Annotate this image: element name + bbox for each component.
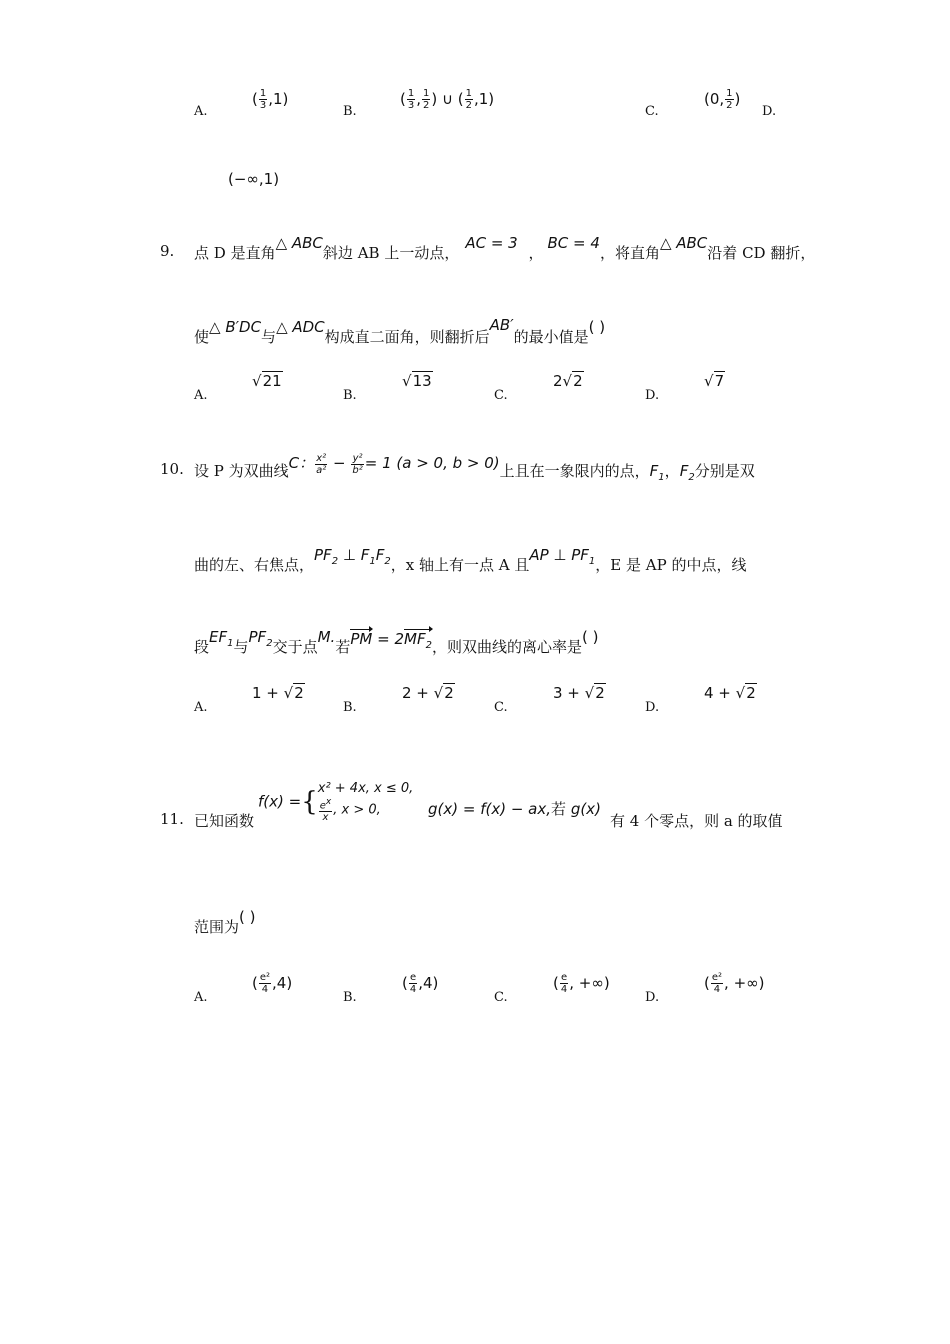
q10-ef1: $EF_1$ [209, 628, 234, 649]
q9-text-line1: 点 D 是直角△ ABC斜边 AB 上一动点，AC = 3 ，BC = 4，将直角△ ABC沿着 CD 翻折， [194, 234, 816, 262]
q10-ap-perp-pf1: AP ⊥ $PF_1$ [529, 546, 596, 567]
q11-option-d-label: D. [645, 990, 660, 1005]
q8-option-a-label: A. [194, 104, 208, 119]
q9-option-a-label: A. [194, 388, 208, 403]
q9-text-7: 构成直二面角，则翻折后 [324, 328, 490, 346]
q8-option-c-label: C. [645, 104, 659, 119]
q9-option-b-value: √13 [402, 372, 432, 390]
q8-option-a-value: ( $\frac{1}{3}$ ,1) [252, 88, 289, 111]
q10-number: 10. [160, 460, 184, 478]
q9-text-line2 [194, 316, 606, 347]
q9-option-c-value: 2√2 [553, 372, 583, 390]
q11-option-b-label: B. [343, 990, 357, 1005]
q11-number: 11. [160, 810, 184, 828]
q10-pf2-perp-f1f2: $PF_2$ ⊥ $F_1F_2$ [314, 546, 391, 567]
q10-vector-eq: PM = $2MF_2$ [350, 630, 432, 651]
q11-answer-paren: ( ) [239, 908, 256, 926]
q9-bc: BC = 4 [547, 234, 600, 252]
q10-option-b-value: 2 + √2 [402, 684, 454, 702]
q9-number: 9. [160, 242, 175, 260]
q9-option-a-value: √21 [252, 372, 282, 390]
q9-text-2: 斜边 AB 上一动点， [322, 244, 460, 262]
q9-option-d-value: √7 [704, 372, 725, 390]
q10-text-line3: 段$EF_1$与$PF_2$交于点M.若PM = $2MF_2$，则双曲线的离心率是( ) [194, 628, 599, 656]
q11-text-2: 有 4 个零点，则 a 的取值 [610, 812, 783, 830]
q10-option-c-label: C. [494, 700, 508, 715]
q10-text-line2 [194, 546, 747, 577]
q8-option-c-value: (0, $\frac{1}{2}$ ) [704, 88, 741, 111]
q10-text-7: ，E 是 AP 的中点，线 [595, 556, 747, 574]
q10-option-d-label: D. [645, 700, 660, 715]
q10-f1: $F_1$ [649, 462, 665, 483]
q9-text-4: 沿着 CD 翻折， [707, 244, 816, 262]
q10-text-4: 分别是双 [694, 462, 755, 480]
q11-g-definition: g(x) = f(x) − ax,若 g(x) [428, 800, 601, 818]
q10-answer-paren: ( ) [581, 628, 599, 646]
q11-option-a-label: A. [194, 990, 208, 1005]
q10-text-5: 曲的左、右焦点， [194, 556, 315, 574]
q11-piecewise-function: f(x) ={ x² + 4x, x ≤ 0, $\frac{e^x}{x}$ , x > 0, [258, 781, 414, 824]
q10-text-line1: 设 P 为双曲线C： $\frac{\text{x²}}{\text{a²}}$ − $\frac{\text{y²}}{\text{b²}}$ = 1 (a > 0, b > 0)上且在一象限内的点，$F_1$，$F_2$分别是双 [194, 452, 755, 483]
q11-option-d-value: ( $\frac{\text{e²}}{4}$ , +∞) [704, 972, 765, 995]
q10-option-a-value: 1 + √2 [252, 684, 304, 702]
q9-ac: AC = 3 [465, 234, 518, 252]
q9-ab-prime: AB′ [489, 316, 514, 334]
q11-option-a-value: ( $\frac{\text{e²}}{4}$ ,4) [252, 972, 293, 995]
q9-option-d-label: D. [645, 388, 660, 403]
q10-text-6: ，x 轴上有一点 A 且 [390, 556, 530, 574]
q11-option-b-value: ( $\frac{e}{4}$ ,4) [402, 972, 439, 995]
q10-text-12: ，则双曲线的离心率是 [431, 638, 582, 656]
q10-option-d-value: 4 + √2 [704, 684, 756, 702]
q10-text-1: 设 P 为双曲线 [194, 462, 289, 480]
q10-option-c-value: 3 + √2 [553, 684, 605, 702]
q9-text-6: 与 [261, 328, 277, 346]
q8-option-b-label: B. [343, 104, 357, 119]
q10-pf2: $PF_2$ [248, 628, 273, 649]
q10-f2: $F_2$ [679, 462, 695, 483]
q9-answer-paren: ( ) [588, 318, 606, 336]
q9-triangle-abc-2: △ ABC [659, 234, 708, 252]
q10-hyperbola-eq: C： $\frac{\text{x²}}{\text{a²}}$ − $\frac{\text{y²}}{\text{b²}}$ = 1 (a > 0, b > 0) [288, 452, 500, 476]
q11-text-line2: 范围为( ) [194, 908, 256, 936]
q8-option-d-value: (−∞,1) [228, 170, 280, 188]
q10-option-b-label: B. [343, 700, 357, 715]
q9-text-1: 点 D 是直角 [194, 244, 276, 262]
q10-text-2: 上且在一象限内的点， [499, 462, 650, 480]
q9-option-c-label: C. [494, 388, 508, 403]
q9-triangle-abc: △ ABC [275, 234, 323, 252]
q11-option-c-value: ( $\frac{e}{4}$ , +∞) [553, 972, 610, 995]
q10-option-a-label: A. [194, 700, 208, 715]
q9-text-8: 的最小值是 [513, 328, 589, 346]
q9-option-b-label: B. [343, 388, 357, 403]
q9-triangle-bdc: △ B′DC [209, 318, 262, 336]
q11-option-c-label: C. [494, 990, 508, 1005]
q11-text-1: 已知函数 [194, 812, 255, 830]
q9-triangle-adc: △ ADC [276, 318, 325, 336]
q9-text-3: ，将直角 [599, 244, 660, 262]
q9-text-5: 使 [194, 328, 210, 346]
q10-point-m: M. [317, 628, 336, 646]
q8-option-b-value: ( $\frac{1}{3}$ , $\frac{1}{2}$ ) ∪ ( $\frac{1}{2}$ ,1) [400, 88, 495, 111]
q8-option-d-label: D. [762, 104, 777, 119]
